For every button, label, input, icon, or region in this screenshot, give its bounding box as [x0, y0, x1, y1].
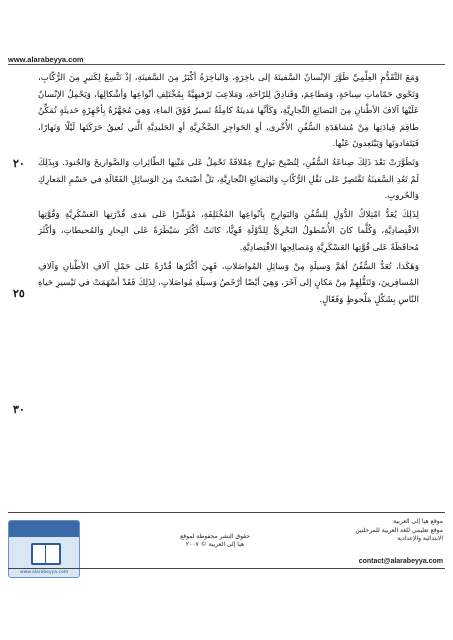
line-number: ٣٠ [13, 404, 25, 416]
footer-divider-bottom [8, 568, 445, 569]
line-number: ٢٠ [13, 158, 25, 170]
contact-email[interactable]: contact@alarabeyya.com [358, 558, 443, 565]
copyright-notice [150, 533, 280, 549]
paragraph: وَتَطَوَّرَتْ بَعْدَ ذَلِكَ صِناعَةُ السُّفُنِ، لِتُصْبِحَ بَوارِجَ عِمْلاقَةً تَحْمِلُ عَلى مَتْنِها الطّائِراتِ وَالصَّواريخَ وَالجُنودَ. وَبِذَلِكَ لَمْ تَعُدِ السَّفينَةُ تَقْتَصِرُ عَلى نَقْلِ الرُّكّابِ وَالبَضائِعِ التِّجارِيَّةِ، بَلْ أصْبَحَتْ مِنَ الوَسائِلِ الفَعّالَةِ في حَسْمِ المَعارِكِ وَالحُروبِ. [38, 157, 419, 202]
logo-banner [9, 521, 79, 537]
site-line: موقع تعليمي للغة العربية للمرحلتين [355, 526, 443, 534]
copyright-line: حقوق النشر محفوظة لموقع [180, 533, 250, 540]
body-text [38, 70, 419, 310]
book-icon [31, 543, 61, 565]
paragraph: وَمَعَ التَّقَدُّمِ العِلْمِيِّ طَوَّرَ الإنْسانُ السَّفينَةَ إلى باخِرَةٍ، وَالباخِرَةُ أكْبَرُ مِنَ السَّفينَةِ، إذْ تَتَّسِعُ لِكَثيرٍ مِنَ الرُّكّابِ، وَتَحْوي حَمّاماتِ سِباحَةٍ، وَمَطاعِمَ، وَفَنادِقَ لِلرّاحَةِ، وَمَلاعِبَ تَرْفيهِيَّةً بِمُخْتَلِفِ أنْواعِها وَأشْكالِها، وَيَحْمِلُ الإنْسانُ عَلَيْها آلافَ الأطْنانِ مِنَ البَضائِعِ التِّجارِيَّةِ، وَكَأنَّها مَدينَةٌ كامِلَةٌ تَسيرُ فَوْقَ الماءِ، وَهِيَ مُجَهَّزَةٌ بِأجْهِزَةٍ حَديثَةٍ تُمَكِّنُ طاقِمَ قِيادَتِها مِنْ مُشاهَدَةِ السُّفُنِ الأُخْرى، أوِ الحَواجِزِ الصَّخْرِيَّةِ أوِ الجَليدِيَّةِ الَّتي تُعيقُ حَرَكَتَها لَيْلًا وَنَهارًا، فَيَتَفادونَها وَيَبْتَعِدونَ عَنْها. [38, 73, 419, 150]
site-line: موقع هيا إلى العربية [393, 518, 443, 525]
site-line: الابتدائية والإعدادية [397, 535, 443, 542]
footer-divider [8, 512, 445, 513]
header-divider [8, 64, 445, 65]
copyright-line: هيا إلى العربية © ٢٠٠٧ [185, 541, 245, 548]
site-description [323, 518, 443, 544]
paragraph: وَهَكَذا، تُعَدُّ السُّفُنُ أهَمَّ وَسيلَةٍ مِنْ وَسائِلِ المُواصَلاتِ، فَهِيَ أكْثَرُها قُدْرَةً عَلى حَمْلِ آلافِ الأطْنانِ وَآلافِ المُسافِرينَ، وَتَنَقُّلِهِمْ مِنْ مَكانٍ إلى آخَرَ، وَهِيَ أيْضًا أرْخَصُ وَسيلَةِ مُواصَلاتٍ، لِذَلِكَ فَقَدْ أسْهَمَتْ في تَيْسيرِ حَياةِ النّاسِ بِشَكْلٍ مَلْحوظٍ وَفَعّالٍ. [38, 261, 419, 305]
header-url: www.alarabeyya.com [8, 55, 84, 64]
logo-site: www.alarabeyya.com [19, 570, 69, 575]
site-logo [8, 520, 80, 578]
paragraph: لِذَلِكَ يُعَدُّ امْتِلاكُ الدُّوَلِ لِلسُّفُنِ وَالبَوارِجِ بِأنْواعِها المُخْتَلِفَةِ، مُؤَشِّرًا عَلى مَدى قُدْرَتِها العَسْكَرِيَّةِ وَقُوَّتِها الاقْتِصادِيَّةِ، وَكُلَّما كانَ الأُسْطولُ البَحْرِيُّ لِلدَّوْلَةِ قَوِيًّا، كانَتْ أكْثَرَ سَيْطَرَةً عَلى البِحارِ وَالمُحيطاتِ، وَأكْثَرَ مُحافَظَةً عَلى قُوَّتِها العَسْكَرِيَّةِ وَمَصالِحِها الاقْتِصادِيَّةِ. [38, 209, 419, 253]
line-number: ٢٥ [13, 288, 25, 300]
